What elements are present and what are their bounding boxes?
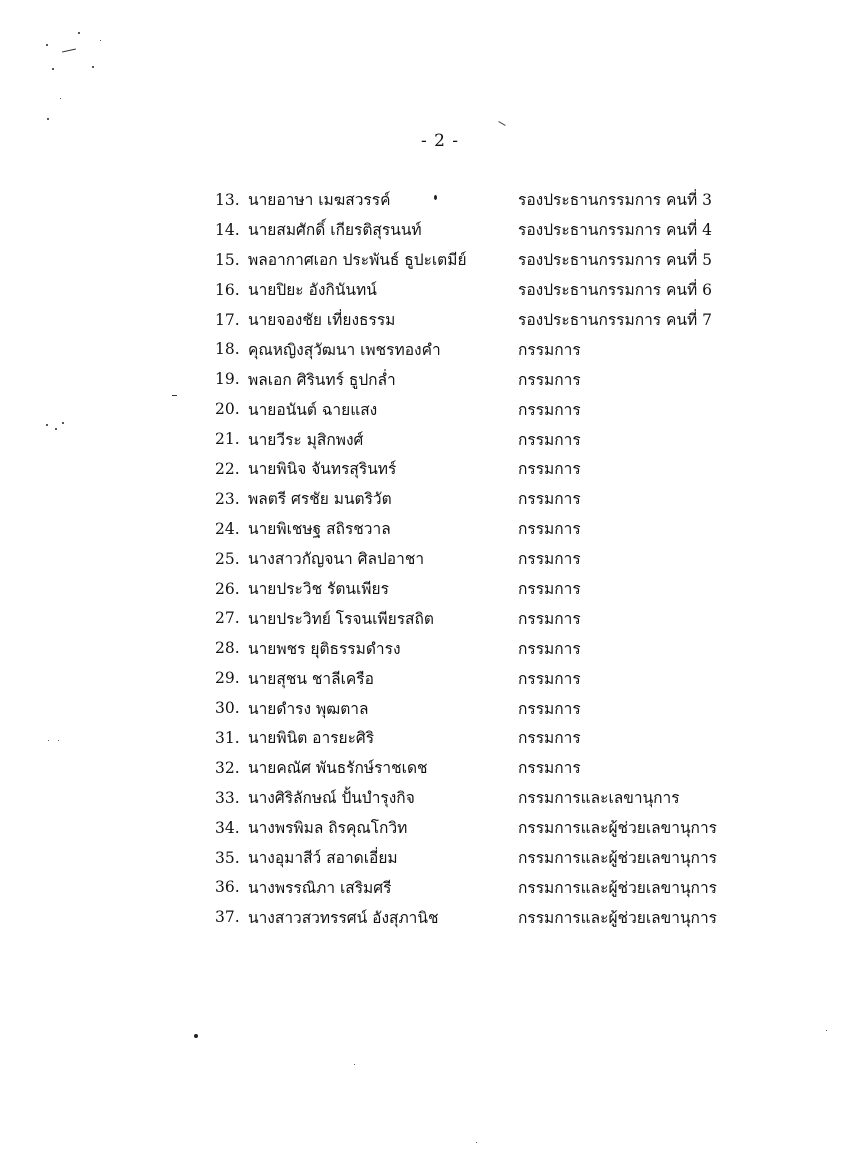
member-row bbox=[215, 843, 735, 873]
member-role: รองประธานกรรมการ คนที่ 6 bbox=[518, 281, 713, 300]
member-number: 35. bbox=[215, 848, 240, 867]
member-name: นายอนันต์ ฉายแสง bbox=[248, 400, 378, 419]
member-number: 36. bbox=[215, 878, 240, 897]
member-number: 19. bbox=[215, 370, 240, 389]
member-row bbox=[215, 484, 735, 514]
member-row bbox=[215, 334, 735, 364]
member-name: คุณหญิงสุวัฒนา เพชรทองคำ bbox=[248, 340, 441, 359]
member-row bbox=[215, 693, 735, 723]
member-row bbox=[215, 902, 735, 932]
member-row bbox=[215, 215, 735, 245]
member-name: พลอากาศเอก ประพันธ์ ธูปะเตมีย์ bbox=[248, 251, 467, 270]
member-role: กรรมการ bbox=[518, 370, 581, 389]
member-role: กรรมการ bbox=[518, 759, 581, 778]
scan-speck bbox=[826, 1030, 827, 1031]
member-name: นายพิเชษฐ สถิรชวาล bbox=[248, 520, 391, 539]
member-row bbox=[215, 185, 735, 215]
member-row bbox=[215, 275, 735, 305]
member-number: 13. bbox=[215, 190, 240, 209]
scan-speck bbox=[92, 66, 94, 68]
scan-speck bbox=[100, 40, 101, 41]
page-number: - 2 - bbox=[420, 131, 460, 151]
member-role: กรรมการและผู้ช่วยเลขานุการ bbox=[518, 819, 717, 838]
member-name: นางสาวสวทรรศน์ อังสุภานิช bbox=[248, 908, 439, 927]
member-number: 30. bbox=[215, 699, 240, 718]
member-name: นางสาวกัญจนา ศิลปอาชา bbox=[248, 550, 425, 569]
member-number: 18. bbox=[215, 340, 240, 359]
member-role: กรรมการ bbox=[518, 520, 581, 539]
member-list bbox=[215, 185, 735, 932]
member-name: นางศิริลักษณ์ ปั้นบำรุงกิจ bbox=[248, 789, 415, 808]
member-role: กรรมการและเลขานุการ bbox=[518, 789, 680, 808]
member-number: 25. bbox=[215, 549, 240, 568]
member-name: นายอาษา เมฆสวรรค์ bbox=[248, 191, 391, 210]
member-role: กรรมการและผู้ช่วยเลขานุการ bbox=[518, 849, 717, 868]
member-number: 27. bbox=[215, 609, 240, 628]
member-row bbox=[215, 603, 735, 633]
scan-speck bbox=[48, 740, 49, 741]
member-number: 21. bbox=[215, 430, 240, 449]
member-row bbox=[215, 574, 735, 604]
scan-speck bbox=[78, 32, 80, 34]
member-role: รองประธานกรรมการ คนที่ 5 bbox=[518, 251, 713, 270]
member-name: นายคณัศ พันธรักษ์ราชเดช bbox=[248, 759, 428, 778]
member-row bbox=[215, 394, 735, 424]
member-row bbox=[215, 633, 735, 663]
member-name: นายประวิทย์ โรจนเพียรสถิต bbox=[248, 609, 434, 628]
member-role: กรรมการ bbox=[518, 639, 581, 658]
member-role: กรรมการ bbox=[518, 400, 581, 419]
scan-speck bbox=[52, 68, 54, 70]
member-role: กรรมการ bbox=[518, 729, 581, 748]
scan-streak bbox=[172, 395, 177, 396]
member-role: กรรมการ bbox=[518, 460, 581, 479]
member-number: 29. bbox=[215, 669, 240, 688]
member-role: กรรมการ bbox=[518, 430, 581, 449]
member-number: 20. bbox=[215, 400, 240, 419]
member-name: นายสมศักดิ์ เกียรติสุรนนท์ bbox=[248, 221, 422, 240]
member-row bbox=[215, 514, 735, 544]
member-row bbox=[215, 753, 735, 783]
member-row bbox=[215, 813, 735, 843]
member-name: นายประวิช รัตนเพียร bbox=[248, 580, 389, 599]
member-row bbox=[215, 872, 735, 902]
scan-speck bbox=[46, 44, 48, 46]
member-role: กรรมการ bbox=[518, 550, 581, 569]
member-name: นายวีระ มุสิกพงศ์ bbox=[248, 430, 364, 449]
member-role: กรรมการ bbox=[518, 340, 581, 359]
member-row bbox=[215, 364, 735, 394]
member-name: นางพรพิมล ถิรคุณโกวิท bbox=[248, 819, 408, 838]
member-role: กรรมการ bbox=[518, 609, 581, 628]
member-number: 14. bbox=[215, 220, 240, 239]
member-number: 24. bbox=[215, 519, 240, 538]
member-number: 33. bbox=[215, 788, 240, 807]
member-name: พลเอก ศิรินทร์ ธูปกล่ำ bbox=[248, 370, 396, 389]
member-row bbox=[215, 544, 735, 574]
member-role: กรรมการ bbox=[518, 669, 581, 688]
member-role: กรรมการ bbox=[518, 580, 581, 599]
member-role: กรรมการและผู้ช่วยเลขานุการ bbox=[518, 878, 717, 897]
scan-speck bbox=[476, 1142, 477, 1143]
member-role: รองประธานกรรมการ คนที่ 7 bbox=[518, 311, 713, 329]
member-name: นายพินิต อารยะศิริ bbox=[248, 729, 375, 748]
member-number: 23. bbox=[215, 489, 240, 508]
scan-speck bbox=[55, 428, 57, 430]
member-name: นายจองชัย เที่ยงธรรม bbox=[248, 311, 396, 329]
member-name: พลตรี ศรชัย มนตริวัต bbox=[248, 490, 392, 509]
scan-streak bbox=[62, 49, 76, 53]
member-number: 37. bbox=[215, 908, 240, 927]
member-number: 32. bbox=[215, 758, 240, 777]
member-role: กรรมการ bbox=[518, 699, 581, 718]
member-number: 28. bbox=[215, 639, 240, 658]
scan-speck bbox=[47, 118, 49, 120]
member-name: นายพชร ยุติธรรมดำรง bbox=[248, 639, 401, 658]
member-number: 34. bbox=[215, 818, 240, 837]
member-number: 17. bbox=[215, 310, 240, 329]
member-name: นางอุมาสีว์ สอาดเอี่ยม bbox=[248, 849, 398, 868]
member-role: กรรมการ bbox=[518, 490, 581, 509]
member-role: กรรมการและผู้ช่วยเลขานุการ bbox=[518, 908, 717, 927]
member-row bbox=[215, 454, 735, 484]
member-number: 31. bbox=[215, 728, 240, 747]
member-number: 26. bbox=[215, 579, 240, 598]
member-name: นายพินิจ จันทรสุรินทร์ bbox=[248, 460, 397, 479]
member-name: นางพรรณิภา เสริมศรี bbox=[248, 878, 392, 897]
scan-speck bbox=[62, 422, 64, 424]
member-row bbox=[215, 424, 735, 454]
scan-streak bbox=[498, 121, 505, 126]
scan-speck bbox=[354, 1064, 355, 1065]
member-row bbox=[215, 783, 735, 813]
scan-speck bbox=[194, 1034, 198, 1038]
member-row bbox=[215, 305, 735, 335]
member-name: นายปิยะ อังกินันทน์ bbox=[248, 281, 377, 300]
member-number: 16. bbox=[215, 280, 240, 299]
member-row bbox=[215, 723, 735, 753]
member-name: นายสุชน ชาลีเครือ bbox=[248, 669, 374, 688]
member-role: รองประธานกรรมการ คนที่ 4 bbox=[518, 221, 713, 240]
member-role: รองประธานกรรมการ คนที่ 3 bbox=[518, 191, 713, 210]
scan-speck bbox=[60, 98, 61, 99]
member-row bbox=[215, 663, 735, 693]
scan-speck bbox=[58, 740, 59, 741]
member-number: 22. bbox=[215, 459, 240, 478]
member-number: 15. bbox=[215, 250, 240, 269]
scan-speck bbox=[46, 424, 48, 426]
member-name: นายดำรง พุฒตาล bbox=[248, 699, 369, 718]
member-row bbox=[215, 245, 735, 275]
